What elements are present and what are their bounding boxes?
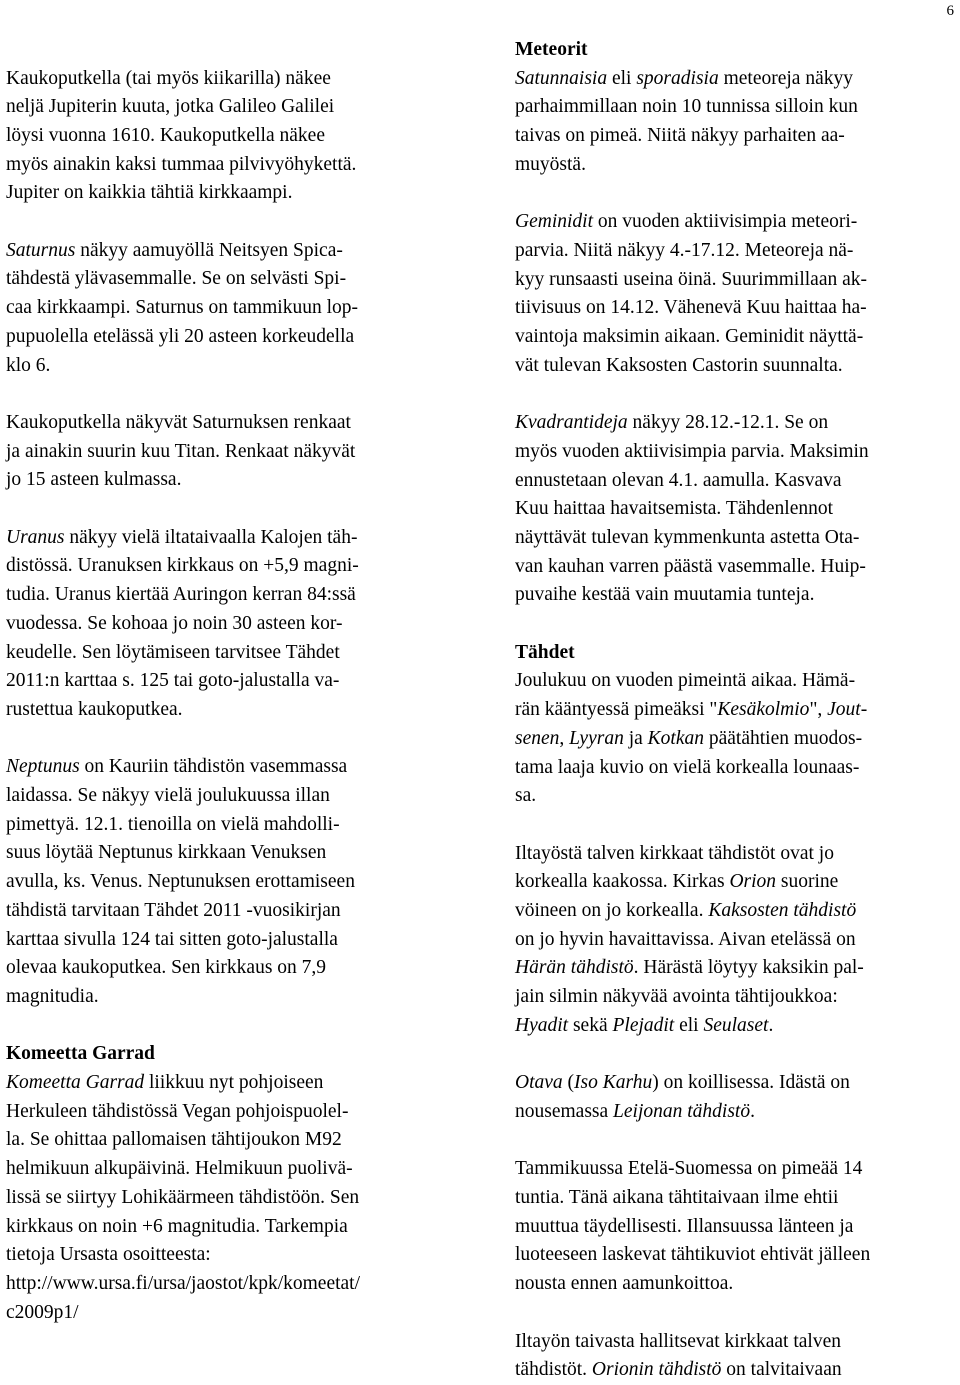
- text-run: Kaukoputkella näkyvät Saturnuksen renkaat: [6, 411, 351, 433]
- text-line: [515, 1098, 958, 1127]
- text-run: vaintoja maksimin aikaan. Geminidit näyttä-: [515, 326, 864, 348]
- page-number: 6: [946, 3, 954, 19]
- text-line: [515, 467, 958, 496]
- saturn-paragraph: [6, 237, 454, 381]
- stars-section: [515, 639, 958, 811]
- text-run: Herkuleen tähdistössä Vegan pohjoispuolel-: [6, 1100, 349, 1122]
- text-run: helmikuun alkupäivinä. Helmikuun puolivä-: [6, 1158, 353, 1180]
- italic-text: Orion: [729, 871, 777, 893]
- comet-garrad-section: [6, 1040, 454, 1327]
- big-dipper-paragraph: [515, 1069, 958, 1126]
- text-line: [515, 983, 958, 1012]
- winter-constellations-paragraph: [515, 840, 958, 1041]
- text-run: rustettua kaukoputkea.: [6, 698, 183, 720]
- text-run: myös vuoden aktiivisimpia parvia. Maksimin: [515, 440, 869, 462]
- text-line: [515, 696, 958, 725]
- text-run: 2011:n karttaa s. 125 tai goto-jalustalla va-: [6, 670, 340, 692]
- text-line: [6, 1098, 454, 1127]
- text-run: .: [768, 1014, 774, 1036]
- text-line: [6, 753, 454, 782]
- text-line: [515, 93, 958, 122]
- meteors-section: [515, 36, 958, 180]
- text-line: [6, 1069, 454, 1098]
- text-run: karttaa sivulla 124 tai sitten goto-jalustalla: [6, 928, 338, 950]
- text-line: [515, 409, 958, 438]
- text-run: caa kirkkaampi. Saturnus on tammikuun lop-: [6, 297, 359, 319]
- text-run: näkyy aamuyöllä Neitsyen Spica-: [75, 239, 343, 261]
- text-run: on talvitaivaan: [721, 1359, 842, 1381]
- italic-text: Neptunus: [6, 756, 80, 778]
- text-line: [6, 1126, 454, 1155]
- paragraph-gap: [6, 495, 454, 524]
- paragraph-gap: [515, 1127, 958, 1156]
- italic-text: Geminidit: [515, 211, 593, 233]
- text-line: [515, 1270, 958, 1299]
- text-line: [515, 1328, 958, 1357]
- text-line: [515, 1069, 958, 1098]
- text-line: [6, 409, 454, 438]
- text-line: [6, 667, 454, 696]
- text-run: vuodessa. Se kohoaa jo noin 30 asteen kor-: [6, 612, 343, 634]
- right-column: [515, 0, 958, 1385]
- text-line: [515, 237, 958, 266]
- evening-sky-paragraph: [515, 1328, 958, 1385]
- section-heading: Meteorit: [515, 39, 588, 60]
- text-line: [515, 782, 958, 811]
- text-run: Kaukoputkella (tai myös kiikarilla) näkee: [6, 67, 331, 89]
- text-run: neljä Jupiterin kuuta, jotka Galileo Galilei: [6, 96, 335, 118]
- text-run: laidassa. Se näkyy vielä joulukuussa illan: [6, 785, 330, 807]
- text-line: [6, 639, 454, 668]
- text-run: vät tulevan Kaksosten Castorin suunnalta.: [515, 354, 843, 376]
- text-run: sekä: [568, 1014, 613, 1036]
- text-line: [515, 352, 958, 381]
- text-run: rän kääntyessä pimeäksi ": [515, 699, 718, 721]
- paragraph-gap: [6, 380, 454, 409]
- text-line: [6, 1184, 454, 1213]
- italic-text: sporadisia: [636, 67, 719, 89]
- italic-text: Kotkan: [647, 727, 704, 749]
- text-run: puvaihe kestää vain muutamia tunteja.: [515, 584, 815, 606]
- text-run: tähdestä ylävasemmalle. Se on selvästi Spi-: [6, 268, 347, 290]
- text-line: [515, 151, 958, 180]
- text-run: muuttua täydellisesti. Illansuussa länteen ja: [515, 1215, 854, 1237]
- text-run: luoteeseen laskevat tähtikuviot ehtivät jälleen: [515, 1244, 871, 1266]
- text-line: [515, 1184, 958, 1213]
- text-line: [515, 323, 958, 352]
- text-run: lissä se siirtyy Lohikäärmeen tähdistöön. Sen: [6, 1186, 360, 1208]
- text-run: korkealla kaakossa. Kirkas: [515, 871, 730, 893]
- text-line: [515, 495, 958, 524]
- paragraph-gap: [515, 1041, 958, 1070]
- text-run: .: [750, 1100, 755, 1122]
- text-line: [6, 954, 454, 983]
- text-line: [515, 1012, 958, 1041]
- text-run: kirkkaus on noin +6 magnitudia. Tarkempia: [6, 1215, 348, 1237]
- text-line: [515, 524, 958, 553]
- text-line: [6, 524, 454, 553]
- italic-text: Saturnus: [6, 239, 76, 261]
- text-line: [515, 1213, 958, 1242]
- text-run: on jo hyvin havaittavissa. Aivan etelässä on: [515, 928, 856, 950]
- neptune-paragraph: [6, 753, 454, 1011]
- text-line: [6, 122, 454, 151]
- text-run: myös ainakin kaksi tummaa pilvivyöhykettä.: [6, 153, 357, 175]
- text-run: ,: [559, 727, 570, 749]
- italic-text: Iso Karhu: [574, 1072, 653, 1094]
- text-line: [6, 552, 454, 581]
- text-run: Iltayön taivasta hallitsevat kirkkaat talven: [515, 1330, 841, 1352]
- text-line: [515, 581, 958, 610]
- text-line: [515, 1356, 958, 1385]
- italic-text: Kesäkolmio: [717, 699, 810, 721]
- text-run: Jupiter on kaikkia tähtiä kirkkaampi.: [6, 182, 293, 204]
- text-run: eli: [607, 67, 637, 89]
- text-run: löysi vuonna 1610. Kaukoputkella näkee: [6, 124, 325, 146]
- text-line: [515, 725, 958, 754]
- text-line: [6, 438, 454, 467]
- text-run: päätähtien muodos-: [704, 727, 863, 749]
- text-run: meteoreja näkyy: [718, 67, 853, 89]
- text-run: muyöstä.: [515, 153, 586, 175]
- text-line: [6, 294, 454, 323]
- text-line: [515, 438, 958, 467]
- text-line: [6, 897, 454, 926]
- text-run: ennustetaan olevan 4.1. aamulla. Kasvava: [515, 469, 842, 491]
- text-line: [6, 237, 454, 266]
- text-run: on Kauriin tähdistön vasemmassa: [79, 756, 348, 778]
- text-line: [515, 208, 958, 237]
- text-line: [515, 553, 958, 582]
- text-run: klo 6.: [6, 354, 51, 376]
- text-run: nousta ennen aamunkoittoa.: [515, 1273, 734, 1295]
- text-line: [6, 1213, 454, 1242]
- section-heading: Komeetta Garrad: [6, 1043, 155, 1065]
- paragraph-gap: [6, 1012, 454, 1041]
- text-run: suorine: [776, 871, 839, 893]
- text-line: [6, 696, 454, 725]
- text-run: tama laaja kuvio on vielä korkealla lounaas-: [515, 756, 860, 778]
- text-line: [515, 954, 958, 983]
- text-run: tähdistöt.: [515, 1359, 592, 1381]
- text-line: [515, 754, 958, 783]
- paragraph-gap: [6, 208, 454, 237]
- text-line: [515, 65, 958, 94]
- paragraph-gap: [515, 180, 958, 209]
- italic-text: senen: [515, 727, 560, 749]
- italic-text: Plejadit: [612, 1014, 675, 1036]
- paragraph-gap: [515, 610, 958, 639]
- text-line: [515, 266, 958, 295]
- text-line: [6, 868, 454, 897]
- text-run: ) on koillisessa. Idästä on: [652, 1072, 850, 1094]
- text-run: tuntia. Tänä aikana tähtitaivaan ilme ehtii: [515, 1187, 839, 1209]
- italic-text: Komeetta Garrad: [6, 1072, 145, 1094]
- text-run: eli: [674, 1014, 704, 1036]
- text-run: Joulukuu on vuoden pimeintä aikaa. Hämä-: [515, 670, 856, 692]
- text-line: [515, 868, 958, 897]
- text-line: [515, 840, 958, 869]
- text-run: http://www.ursa.fi/ursa/jaostot/kpk/komeetat/: [6, 1272, 361, 1294]
- text-line: [515, 1241, 958, 1270]
- left-column: [6, 0, 454, 1327]
- italic-text: Hyadit: [515, 1014, 569, 1036]
- text-line: [6, 1299, 454, 1328]
- text-run: ja: [623, 727, 648, 749]
- text-line: [515, 1155, 958, 1184]
- text-run: kyy runsaasti useina öinä. Suurimmillaan ak-: [515, 268, 868, 290]
- text-run: taivas on pimeä. Niitä näkyy parhaiten aa-: [515, 125, 845, 147]
- italic-text: Uranus: [6, 526, 65, 548]
- text-run: suus löytää Neptunus kirkkaan Venuksen: [6, 842, 327, 864]
- paragraph-gap: [515, 811, 958, 840]
- saturn-rings-paragraph: [6, 409, 454, 495]
- text-line: [515, 294, 958, 323]
- jupiter-paragraph: [6, 65, 454, 209]
- text-run: jo 15 asteen kulmassa.: [6, 469, 182, 491]
- italic-text: Härän tähdistö: [515, 957, 634, 979]
- text-run: vöineen on jo korkealla.: [515, 900, 709, 922]
- paragraph-gap: [6, 725, 454, 754]
- text-line: [6, 1270, 454, 1299]
- text-run: avulla, ks. Venus. Neptunuksen erottamiseen: [6, 871, 355, 893]
- text-run: ",: [809, 699, 828, 721]
- january-darkness-paragraph: [515, 1155, 958, 1299]
- text-line: [6, 265, 454, 294]
- text-run: tähdistä tarvitaan Tähdet 2011 -vuosikirjan: [6, 899, 341, 921]
- text-run: nousemassa: [515, 1100, 614, 1122]
- paragraph-gap: [515, 1299, 958, 1328]
- text-run: c2009p1/: [6, 1301, 79, 1323]
- text-line: [6, 179, 454, 208]
- paragraph-gap: [515, 380, 958, 409]
- text-run: tiivisuus on 14.12. Vähenevä Kuu haittaa ha-: [515, 297, 867, 319]
- text-line: [6, 610, 454, 639]
- text-run: magnitudia.: [6, 985, 99, 1007]
- section-heading: Tähdet: [515, 641, 575, 663]
- quadrantids-paragraph: [515, 409, 958, 610]
- text-line: [6, 811, 454, 840]
- text-run: on vuoden aktiivisimpia meteori-: [593, 211, 858, 233]
- text-run: ja ainakin suurin kuu Titan. Renkaat näkyvät: [6, 440, 356, 462]
- text-run: Kuu haittaa havaitsemista. Tähdenlennot: [515, 498, 834, 520]
- text-run: näyttävät tulevan kymmenkunta astetta Ota-: [515, 526, 860, 548]
- text-run: parvia. Niitä näkyy 4.-17.12. Meteoreja nä-: [515, 239, 854, 261]
- text-line: [6, 65, 454, 94]
- text-run: jain silmin näkyvää avointa tähtijoukkoa:: [515, 986, 838, 1008]
- italic-text: Kvadrantideja: [515, 412, 628, 434]
- text-run: sa.: [515, 785, 537, 807]
- geminids-paragraph: [515, 208, 958, 380]
- text-line: [515, 897, 958, 926]
- text-line: [6, 323, 454, 352]
- text-line: [6, 926, 454, 955]
- italic-text: Seulaset: [703, 1014, 769, 1036]
- text-line: [6, 839, 454, 868]
- text-run: liikkuu nyt pohjoiseen: [144, 1072, 324, 1094]
- italic-text: Kaksosten tähdistö: [708, 900, 857, 922]
- text-run: pimettyä. 12.1. tienoilla on vielä mahdolli-: [6, 813, 340, 835]
- text-line: [6, 352, 454, 381]
- text-run: Tammikuussa Etelä-Suomessa on pimeää 14: [515, 1158, 863, 1180]
- italic-text: Jout-: [827, 699, 868, 721]
- text-run: (: [562, 1072, 575, 1094]
- text-line: [6, 93, 454, 122]
- text-line: [6, 466, 454, 495]
- text-run: olevaa kaukoputkea. Sen kirkkaus on 7,9: [6, 957, 327, 979]
- text-line: [515, 122, 958, 151]
- text-run: la. Se ohittaa pallomaisen tähtijoukon M92: [6, 1129, 342, 1151]
- text-line: [6, 983, 454, 1012]
- text-run: tietoja Ursasta osoitteesta:: [6, 1244, 211, 1266]
- text-run: distössä. Uranuksen kirkkaus on +5,9 magni-: [6, 555, 359, 577]
- text-run: keudelle. Sen löytämiseen tarvitsee Tähdet: [6, 641, 340, 663]
- italic-text: Satunnaisia: [515, 67, 608, 89]
- text-line: [6, 151, 454, 180]
- italic-text: Orionin tähdistö: [591, 1359, 722, 1381]
- text-line: [6, 782, 454, 811]
- italic-text: Lyyran: [569, 727, 624, 749]
- text-run: . Härästä löytyy kaksikin pal-: [633, 957, 864, 979]
- text-run: van kauhan varren päästä vasemmalle. Huip-: [515, 555, 866, 577]
- text-run: Iltayöstä talven kirkkaat tähdistöt ovat jo: [515, 842, 834, 864]
- text-run: pupuolella etelässä yli 20 asteen korkeudella: [6, 325, 355, 347]
- italic-text: Leijonan tähdistö: [613, 1100, 751, 1122]
- italic-text: Otava: [515, 1072, 563, 1094]
- text-line: [6, 1155, 454, 1184]
- uranus-paragraph: [6, 524, 454, 725]
- text-run: parhaimmillaan noin 10 tunnissa silloin kun: [515, 96, 858, 118]
- text-line: [515, 667, 958, 696]
- text-run: tudia. Uranus kiertää Auringon kerran 84:ssä: [6, 584, 356, 606]
- text-line: [6, 1241, 454, 1270]
- text-line: [515, 926, 958, 955]
- text-run: näkyy vielä iltataivaalla Kalojen täh-: [64, 526, 358, 548]
- text-run: näkyy 28.12.-12.1. Se on: [627, 412, 829, 434]
- text-line: [6, 581, 454, 610]
